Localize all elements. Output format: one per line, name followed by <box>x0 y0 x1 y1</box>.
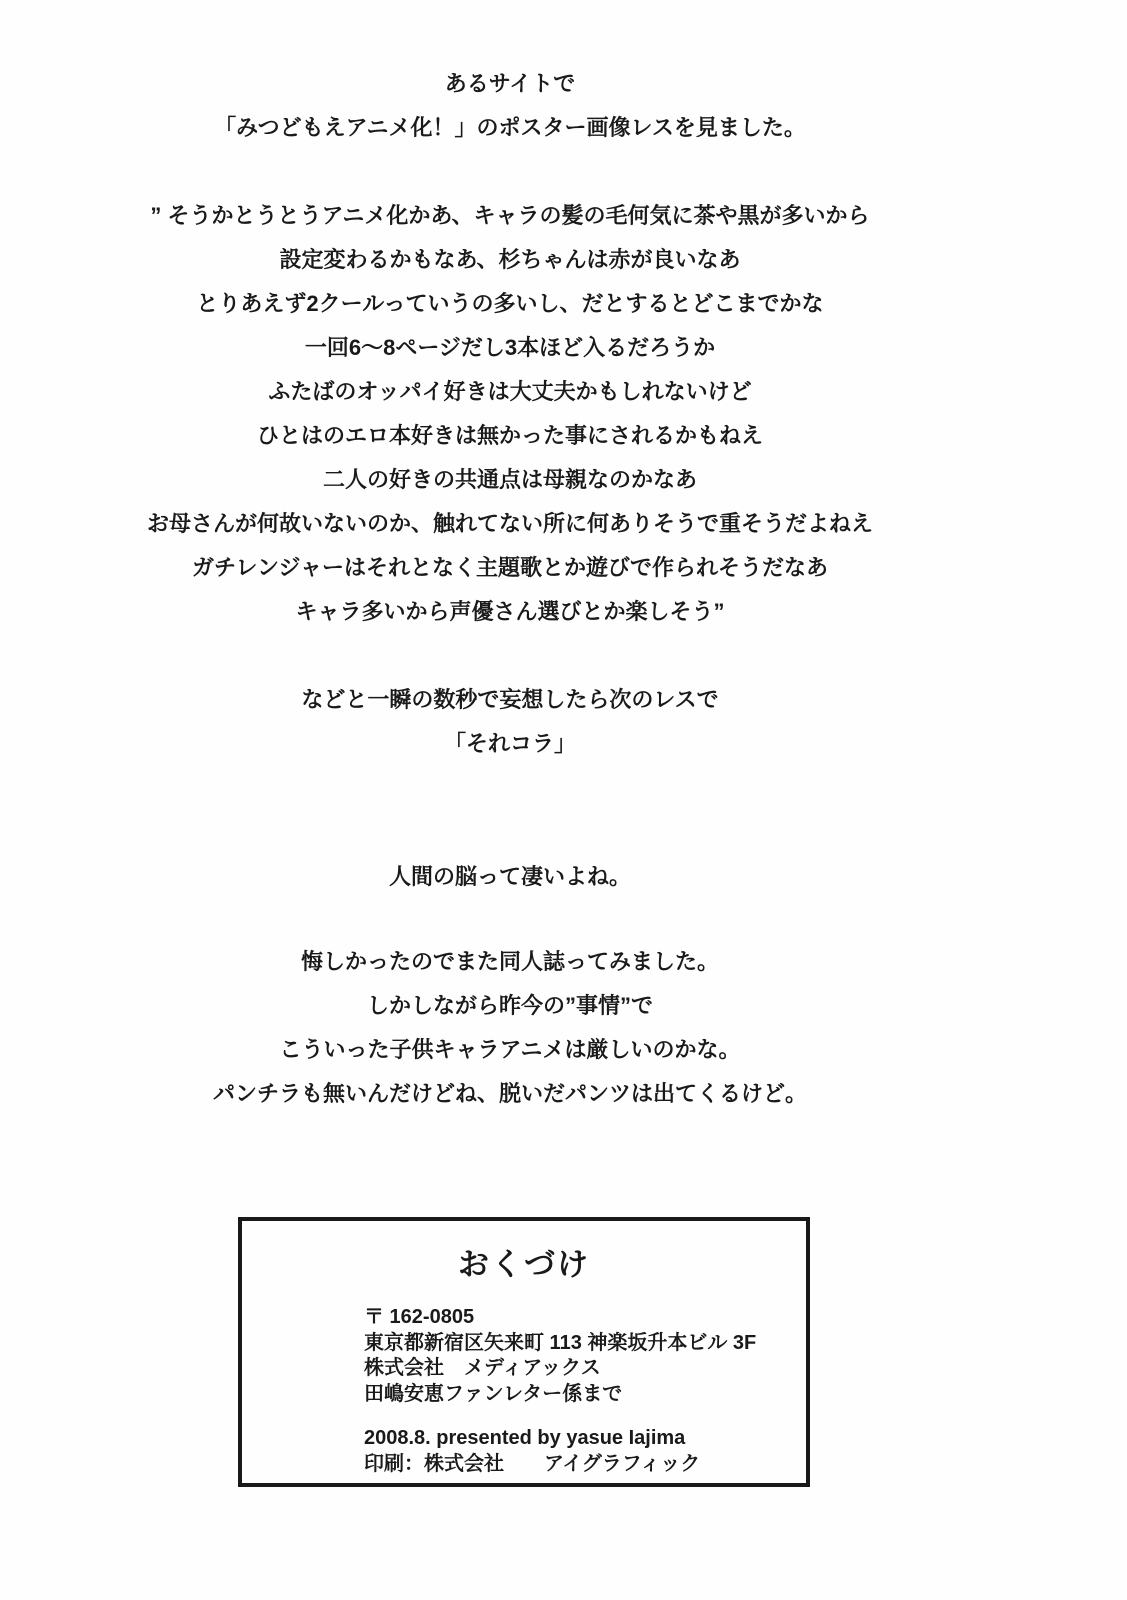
text-line: 設定変わるかもなあ、杉ちゃんは赤が良いなあ <box>279 247 741 272</box>
text-line: などと一瞬の数秒で妄想したら次のレスで <box>301 687 719 712</box>
colophon-address <box>364 1305 806 1407</box>
text-line: あるサイトで <box>444 71 576 96</box>
presented-by-line: 2008.8. presented by yasue Iajima <box>364 1427 686 1449</box>
text-line: とりあえず2クールっていうの多いし、だとするとどこまでかな <box>196 291 824 316</box>
postal-code-line: 〒 162-0805 <box>364 1306 475 1328</box>
text-line: しかしながら昨今の”事情”で <box>366 993 653 1018</box>
intro-paragraph <box>0 0 1020 150</box>
text-line: 一回6～8ページだし3本ほど入るだろうか <box>304 335 716 360</box>
text-line: 悔しかったのでまた同人誌ってみました。 <box>300 949 719 974</box>
reaction-paragraph <box>0 678 1020 766</box>
text-line: 人間の脳って凄いよね。 <box>388 864 631 889</box>
text-line: 「それコラ」 <box>443 731 576 756</box>
colophon-title: おくづけ <box>458 1247 590 1282</box>
brain-remark <box>0 855 1020 899</box>
fanletter-line: 田嶋安恵ファンレター係まで <box>364 1382 623 1405</box>
text-line: お母さんが何故いないのか、触れてない所に何ありそうで重そうだよねえ <box>146 511 873 536</box>
text-line: ガチレンジャーはそれとなく主題歌とか遊びで作られそうだなあ <box>191 555 829 580</box>
text-line: ひとはのエロ本好きは無かった事にされるかもねえ <box>256 423 763 448</box>
closing-paragraph <box>0 940 1020 1116</box>
text-line: こういった子供キャラアニメは厳しいのかな。 <box>279 1037 741 1062</box>
text-line: ふたばのオッパイ好きは大丈夫かもしれないけど <box>268 379 752 404</box>
company-line: 株式会社 メディアックス <box>364 1357 601 1379</box>
text-line: パンチラも無いんだけどね、脱いだパンツは出てくるけど。 <box>212 1081 807 1106</box>
text-line: 「みつどもえアニメ化！」のポスター画像レスを見ました。 <box>214 115 806 140</box>
printer-line: 印刷：株式会社 アイグラフィック <box>364 1453 701 1475</box>
text-line: キャラ多いから声優さん選びとか楽しそう” <box>295 599 725 624</box>
colophon-box <box>238 1217 810 1487</box>
address-line: 東京都新宿区矢来町 113 神楽坂升本ビル 3F <box>364 1331 757 1354</box>
monologue-paragraph <box>0 194 1020 634</box>
text-line: 二人の好きの共通点は母親なのかなあ <box>322 467 697 492</box>
text-line: ” そうかとうとうアニメ化かあ、キャラの髪の毛何気に茶や黒が多いから <box>150 203 870 228</box>
colophon-credits <box>364 1425 806 1477</box>
